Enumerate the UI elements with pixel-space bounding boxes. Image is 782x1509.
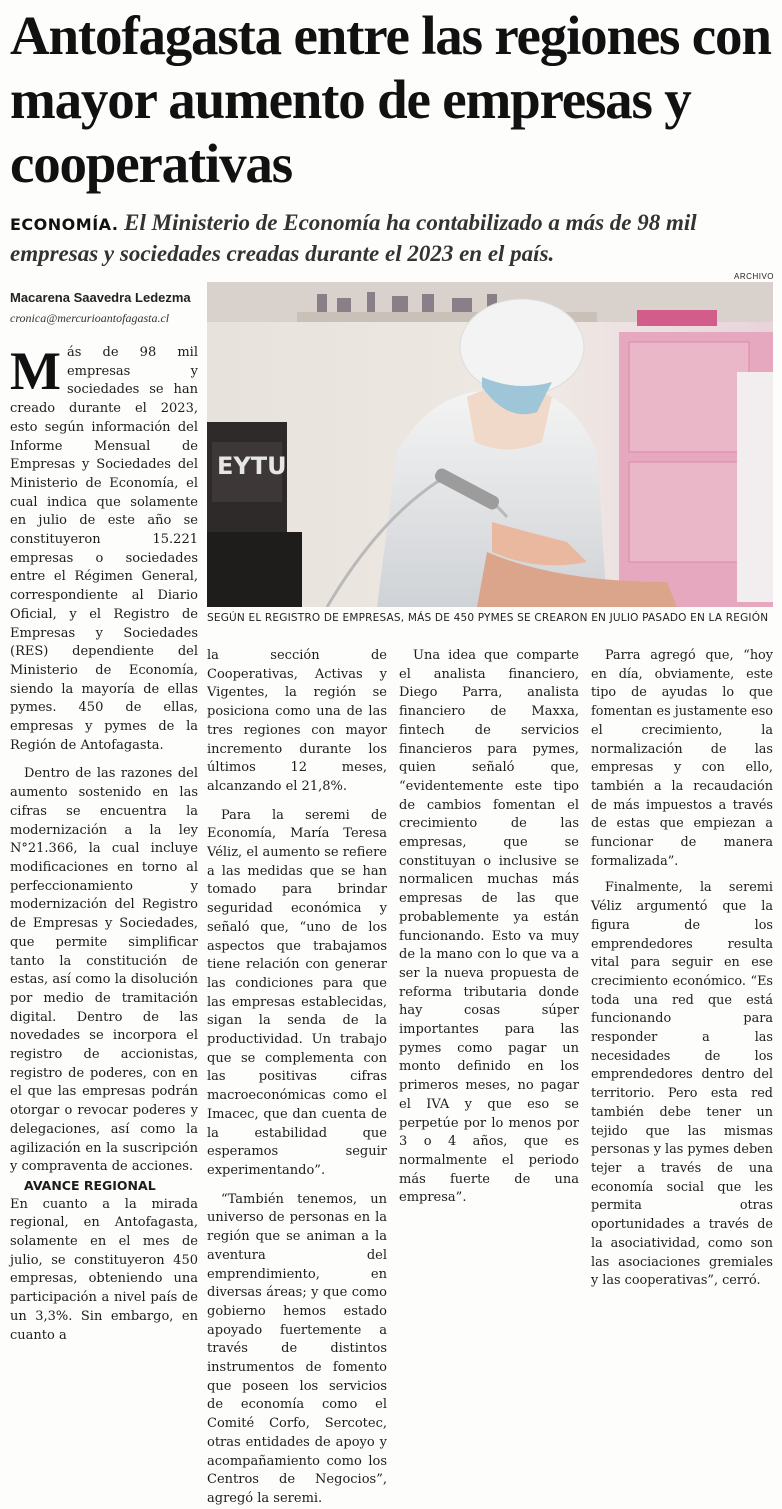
photo-credit: ARCHIVO [734, 272, 774, 281]
section-label: ECONOMÍA. [10, 215, 119, 234]
sign-text: EYTU [217, 452, 287, 480]
body-paragraph: “También tenemos, un universo de personas en la región que se animan a la aventura del emprendimiento, en diversas áreas; y que como gobierno hemos estado apoyado fuertemente a través de distintos instrumentos de fomento que poseen los servicios de economía como el Comité Corfo, Sercotec, otras entidades de apoyo y acompañamiento como los Centros de Negocios”, agregó la seremi. [207, 1191, 387, 1506]
body-paragraph: la sección de Cooperativas, Activas y Vigentes, la región se posiciona como una de las tres regiones con mayor incremento durante los últimos 12 meses, alcanzando el 21,8%. [207, 648, 387, 794]
article-column-2 [207, 647, 387, 1509]
photo-caption: SEGÚN EL REGISTRO DE EMPRESAS, MÁS DE 450 PYMES SE CREARON EN JULIO PASADO EN LA REGIÓN [207, 612, 769, 624]
lead-paragraph [10, 341, 198, 755]
article-column-4 [591, 647, 773, 1291]
headline: Antofagasta entre las regiones con mayor aumento de empresas y cooperativas [10, 5, 771, 194]
byline [10, 290, 200, 326]
article-column-1 [10, 341, 198, 1345]
article-photo [207, 282, 773, 607]
photo-illustration [207, 282, 773, 607]
lead-text: ás de 98 mil empresas y sociedades se han creado durante el 2023, esto según información del Informe Mensual de Empresas y Sociedades del Ministerio de Economía, el cual indica que solamente en julio de este año se constituyeron 15.221 empresas o sociedades entre el Régimen General, correspondiente al Diario Oficial, y el Registro de Empresas y Sociedades (RES) dependiente del Ministerio de Economía, siendo la mayoría de ellas pymes. 450 de ellas, empresas y pymes de la Región de Antofagasta. [10, 345, 198, 753]
body-paragraph: Finalmente, la seremi Véliz argumentó que la figura de los emprendedores resulta vital para seguir en ese crecimiento económico. “Es toda una red que está funcionando para responder a las necesidades de los emprendedores dentro del territorio. Pero esta red también debe tener un tejido que las mismas personas y las pymes deben tejer a través de una economía social que les permita otras oportunidades a través de la asociatividad, como son las asociaciones gremiales y las cooperativas”, cerró. [591, 880, 773, 1289]
body-paragraph: Parra agregó que, “hoy en día, obviamente, este tipo de ayudas lo que fomentan es justamente eso el crecimiento, la normalización de las empresas y con ello, también a la recaudación de más impuestos a través de estas que empiezan a funcionar de manera formalizada”. [591, 648, 773, 869]
body-paragraph: Dentro de las razones del aumento sostenido en las cifras se encuentra la modernización a la ley N°21.366, la cual incluye modificaciones en torno al perfeccionamiento y modernización del Registro de Empresas y Sociedades, que permite simplificar tanto la constitución de estas, así como la disolución por medio de tramitación digital. Dentro de las novedades se incorpora el registro de accionistas, registro de poderes, con en el que las empresas podrán otorgar o revocar poderes y delegaciones, así como la agilización en la suscripción y compraventa de acciones. [10, 766, 198, 1175]
deck-text: El Ministerio de Economía ha contabilizado a más de 98 mil empresas y sociedades creadas durante el 2023 en el país. [10, 210, 697, 266]
body-paragraph: En cuanto a la mirada regional, en Antofagasta, solamente en el mes de julio, se constituyeron 450 empresas, obteniendo una participación a nivel país de un 3,3%. Sin embargo, en cuanto a [10, 1196, 198, 1343]
body-paragraph: Para la seremi de Economía, María Teresa Véliz, el aumento se refiere a las medidas que se han tomado para brindar seguridad económica y señaló que, “uno de los aspectos que trabajamos tiene relación con generar las condiciones para que las empresas establecidas, sigan la senda de la productividad. Un trabajo que se complementa con las positivas cifras macroeconómicas como el Imacec, que dan cuenta de la estabilidad que esperamos seguir experimentando”. [207, 807, 387, 1178]
deck [10, 208, 780, 268]
article-column-3 [399, 647, 579, 1208]
subhead: AVANCE REGIONAL [24, 1177, 156, 1193]
body-paragraph: Una idea que comparte el analista financiero, Diego Parra, analista financiero de Maxxa, fintech de servicios financieros para pymes, quien señaló que, “evidentemente este tipo de cambios fomentan el crecimiento de las empresas, que se constituyan o inclusive se normalicen muchas más empresas de las que probablemente ya están funcionando. Esto va muy de la mano con lo que va a ser la nueva propuesta de reforma tributaria donde hay cosas súper importantes para las pymes como pagar un monto definido en los primeros meses, no pagar el IVA y que eso se perpetúe por lo menos por 3 o 4 años, que es normalmente el periodo más fuerte de una empresa”. [399, 648, 579, 1206]
author-email[interactable]: cronica@mercurioantofagasta.cl [10, 311, 170, 325]
dropcap: M [10, 341, 61, 401]
author-name: Macarena Saavedra Ledezma [10, 290, 191, 305]
